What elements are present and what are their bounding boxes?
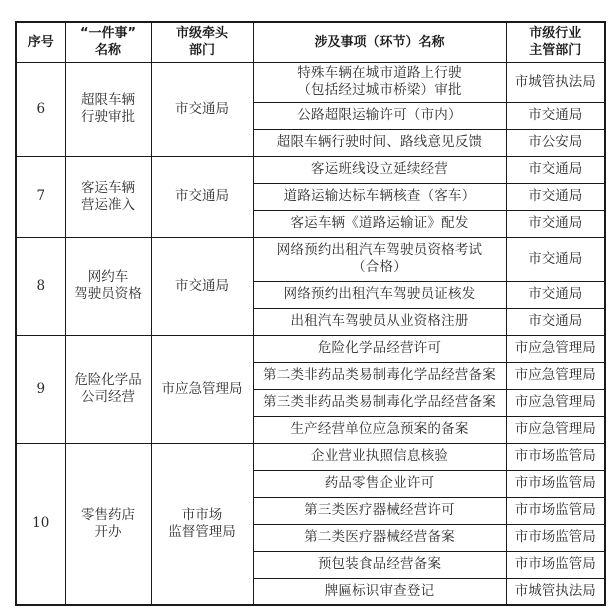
seq-value: 10 [32, 515, 50, 532]
dept-cell: 市交通局 [506, 183, 605, 210]
header-lead-line2: 部门 [188, 43, 215, 59]
group-name-line: 危险化学品 [74, 372, 142, 388]
seq-value: 8 [36, 277, 46, 294]
dept-cell: 市交通局 [506, 156, 605, 183]
group-name [65, 443, 151, 605]
group-seq [16, 443, 65, 605]
item-cell: 第二类医疗器械经营备案 [253, 524, 506, 551]
dept-cell: 市公安局 [506, 129, 605, 156]
item-cell: 第三类非药品类易制毒化学品经营备案 [253, 389, 506, 416]
seq-value: 6 [36, 100, 46, 117]
group-lead-dept [151, 62, 253, 156]
group-name-line: 零售药店 [81, 506, 135, 523]
dept-cell: 市城管执法局 [506, 578, 605, 605]
item-line: 网络预约出租汽车驾驶员资格考试 [276, 242, 483, 258]
dept-cell: 市应急管理局 [506, 362, 605, 389]
group-name [65, 62, 151, 156]
group-name-line: 营运准入 [81, 196, 135, 213]
item-cell: 公路超限运输许可（市内） [253, 102, 506, 129]
dept-cell: 市交通局 [506, 210, 605, 237]
item-cell: 预包装食品经营备案 [253, 551, 506, 578]
item-cell [253, 237, 506, 281]
group-seq [16, 237, 65, 335]
header-items [253, 22, 506, 62]
group-name-line: 公司经营 [81, 389, 135, 405]
table-row [16, 62, 605, 102]
dept-cell: 市交通局 [506, 102, 605, 129]
item-cell [253, 62, 506, 102]
item-cell: 客运车辆《道路运输证》配发 [253, 210, 506, 237]
group-name [65, 156, 151, 237]
dept-cell: 市应急管理局 [506, 335, 605, 362]
header-dept-line2: 主管部门 [529, 43, 582, 59]
dept-cell: 市交通局 [506, 281, 605, 308]
lead-dept-line: 市应急管理局 [161, 380, 243, 397]
header-name-line2: 名称 [94, 43, 121, 59]
header-seq-label: 序号 [27, 34, 54, 50]
lead-dept-line: 市交通局 [175, 188, 229, 204]
group-name-line: 行驶审批 [81, 109, 135, 125]
item-line: （包括经过城市桥梁）审批 [297, 82, 462, 98]
header-lead-dept [151, 22, 253, 62]
lead-dept-line: 监督管理局 [168, 523, 236, 540]
matters-table [15, 21, 606, 606]
group-name-line: 开办 [94, 523, 122, 540]
item-cell: 网络预约出租汽车驾驶员证核发 [253, 281, 506, 308]
item-line: 特殊车辆在城市道路上行驶 [297, 65, 462, 81]
item-cell: 牌匾标识审查登记 [253, 578, 506, 605]
item-line: （合格） [352, 259, 407, 275]
dept-cell: 市应急管理局 [506, 416, 605, 443]
group-seq [16, 156, 65, 237]
item-cell: 客运班线设立延续经营 [253, 156, 506, 183]
header-seq [16, 22, 65, 62]
group-lead-dept [151, 237, 253, 335]
group-name-line: 驾驶员资格 [74, 286, 142, 302]
dept-cell: 市市场监管局 [506, 551, 605, 578]
dept-cell: 市市场监管局 [506, 470, 605, 497]
header-dept-line1: 市级行业 [529, 26, 582, 42]
dept-cell: 市市场监管局 [506, 497, 605, 524]
seq-value: 7 [36, 188, 46, 204]
group-name [65, 237, 151, 335]
group-lead-dept [151, 156, 253, 237]
item-cell: 药品零售企业许可 [253, 470, 506, 497]
group-name [65, 335, 151, 443]
group-seq [16, 335, 65, 443]
header-industry-dept [506, 22, 605, 62]
dept-cell: 市城管执法局 [506, 62, 605, 102]
item-cell: 生产经营单位应急预案的备案 [253, 416, 506, 443]
header-name-line1: “一件事” [79, 26, 137, 42]
seq-value: 9 [36, 380, 46, 397]
header-lead-line1: 市级牵头 [175, 26, 228, 42]
dept-cell: 市市场监管局 [506, 524, 605, 551]
header-name [65, 22, 151, 62]
item-cell: 第二类非药品类易制毒化学品经营备案 [253, 362, 506, 389]
dept-cell: 市交通局 [506, 308, 605, 335]
item-cell: 出租汽车驾驶员从业资格注册 [253, 308, 506, 335]
header-row [16, 22, 605, 62]
lead-dept-line: 市交通局 [175, 277, 229, 294]
group-lead-dept [151, 443, 253, 605]
item-cell: 超限车辆行驶时间、路线意见反馈 [253, 129, 506, 156]
table-row [16, 443, 605, 470]
item-cell: 第三类医疗器械经营许可 [253, 497, 506, 524]
item-cell: 危险化学品经营许可 [253, 335, 506, 362]
group-seq [16, 62, 65, 156]
lead-dept-line: 市交通局 [175, 100, 229, 117]
dept-cell: 市交通局 [506, 237, 605, 281]
table-row [16, 237, 605, 281]
group-name-line: 超限车辆 [81, 92, 135, 108]
group-name-line: 网约车 [87, 269, 129, 285]
dept-cell: 市市场监管局 [506, 443, 605, 470]
item-cell: 道路运输达标车辆核查（客车） [253, 183, 506, 210]
item-cell: 企业营业执照信息核验 [253, 443, 506, 470]
table-row [16, 335, 605, 362]
group-lead-dept [151, 335, 253, 443]
dept-cell: 市应急管理局 [506, 389, 605, 416]
table-row [16, 156, 605, 183]
lead-dept-line: 市市场 [181, 506, 223, 523]
group-name-line: 客运车辆 [81, 179, 135, 196]
header-items-label: 涉及事项（环节）名称 [314, 34, 445, 50]
